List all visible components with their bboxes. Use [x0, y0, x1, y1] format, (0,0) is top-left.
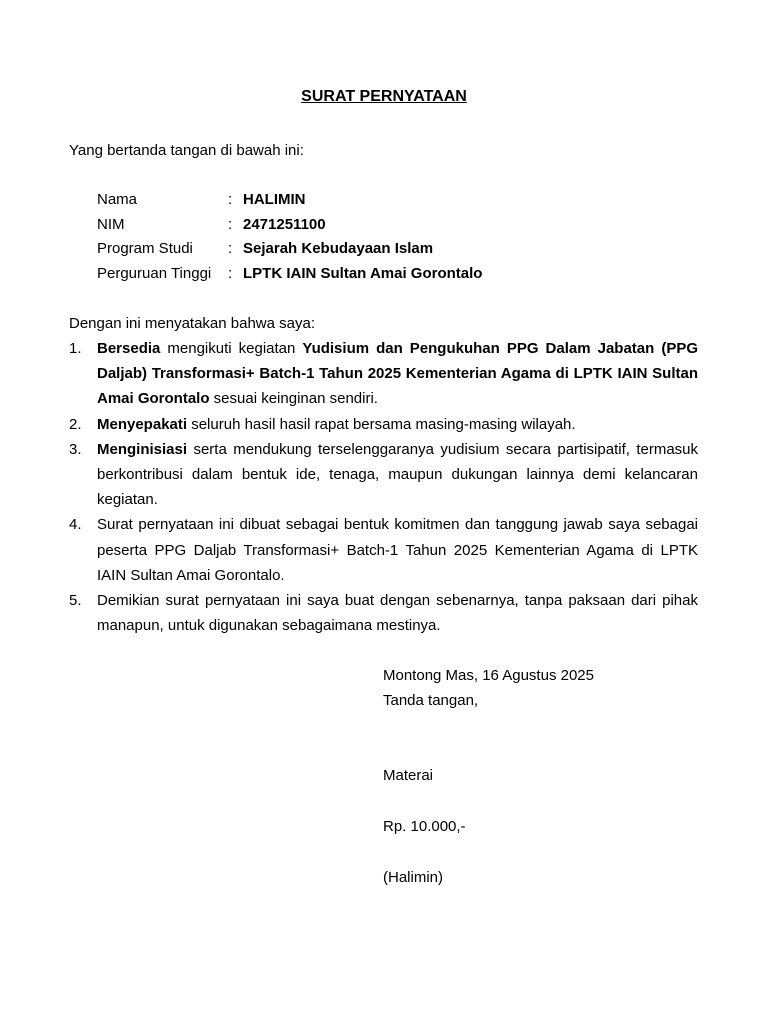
list-text: [97, 412, 698, 437]
identity-row-nim: [97, 215, 482, 240]
identity-colon: :: [228, 240, 233, 257]
list-number: 2.: [69, 415, 82, 433]
signature-label: Tanda tangan,: [383, 692, 479, 709]
identity-value: Sejarah Kebudayaan Islam: [243, 240, 434, 257]
statement-list: [69, 336, 698, 638]
identity-row-program: [97, 239, 482, 264]
plain-text: serta mendukung terselenggaranya yudisium secara partisipatif, termasuk berkontribusi dalam bentuk ide, tenaga, maupun dukungan lainnya demi kelancaran kegiatan.: [97, 440, 698, 509]
emphasis-text: Yudisium dan Pengukuhan PPG Dalam Jabatan (PPG Daljab) Transformasi+ Batch-1 Tahun 2025 Kementerian Agama di LPTK IAIN Sultan Amai Gorontalo: [97, 340, 698, 408]
signature-place-date: Montong Mas, 16 Agustus 2025: [383, 667, 594, 684]
list-item: [69, 512, 698, 588]
identity-value: 2471251100: [243, 215, 326, 233]
document-title: SURAT PERNYATAAN: [301, 88, 467, 105]
identity-colon: :: [228, 264, 233, 282]
list-text: Demikian surat pernyataan ini saya buat dengan sebenarnya, tanpa paksaan dari pihak manapun, untuk digunakan sebagaimana mestinya.: [97, 592, 698, 635]
emphasis-text: Menginisiasi: [97, 440, 188, 458]
list-number: 3.: [69, 440, 82, 458]
identity-value: LPTK IAIN Sultan Amai Gorontalo: [243, 264, 483, 282]
list-number: 4.: [69, 516, 82, 534]
emphasis-text: Bersedia: [97, 340, 161, 357]
emphasis-text: Menyepakati: [97, 415, 188, 433]
list-item: [69, 437, 698, 513]
list-text: [97, 437, 698, 513]
stamp-label: Materai: [383, 767, 434, 784]
identity-label: Program Studi: [97, 240, 193, 257]
list-item: [69, 588, 698, 638]
identity-label: NIM: [97, 215, 125, 233]
plain-text: seluruh hasil hasil rapat bersama masing-masing wilayah.: [187, 415, 576, 433]
plain-text: mengikuti kegiatan: [160, 340, 303, 357]
list-item: [69, 412, 698, 437]
identity-row-institution: [97, 264, 482, 289]
identity-colon: :: [228, 191, 233, 208]
plain-text: sesuai keinginan sendiri.: [209, 390, 378, 408]
list-number: 1.: [69, 340, 82, 357]
list-text: [97, 336, 698, 412]
identity-row-name: [97, 190, 482, 215]
identity-label: Perguruan Tinggi: [97, 264, 212, 282]
identity-value: HALIMIN: [243, 191, 306, 208]
identity-colon: :: [228, 215, 233, 233]
stamp-value: Rp. 10.000,-: [383, 818, 466, 835]
signatory-name: (Halimin): [383, 869, 443, 886]
identity-block: [97, 190, 482, 288]
identity-label: Nama: [97, 191, 138, 208]
intro-text: Yang bertanda tangan di bawah ini:: [69, 142, 304, 159]
statement-intro: Dengan ini menyatakan bahwa saya:: [69, 315, 315, 332]
list-item: [69, 336, 698, 412]
list-text: Surat pernyataan ini dibuat sebagai bentuk komitmen dan tanggung jawab saya sebagai peserta PPG Daljab Transformasi+ Batch-1 Tahun 2025 Kementerian Agama di LPTK IAIN Sultan Amai Gorontalo.: [97, 516, 698, 584]
list-number: 5.: [69, 592, 82, 610]
